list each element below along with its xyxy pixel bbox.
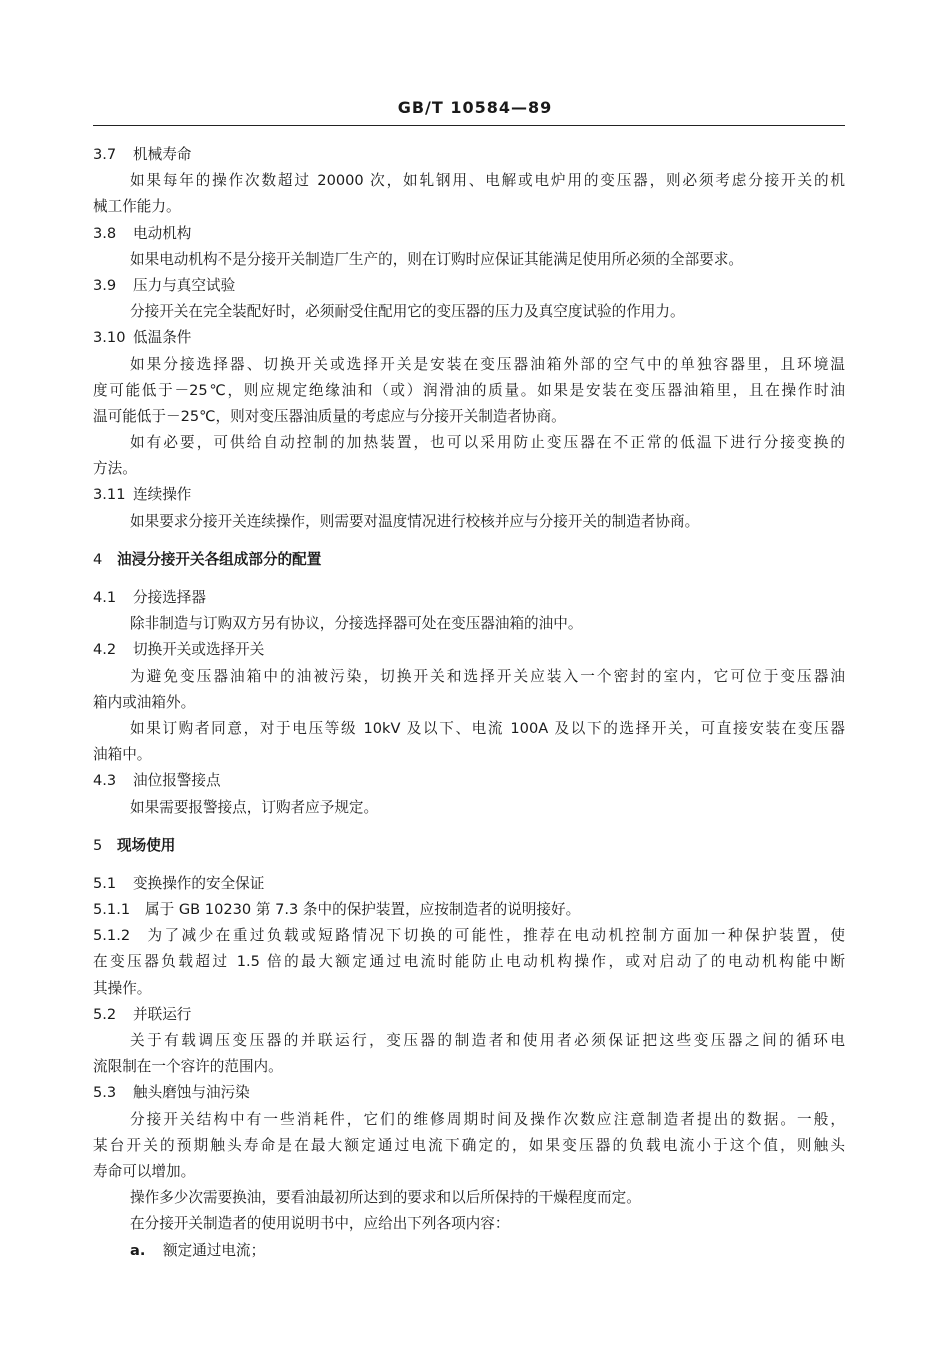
paragraph-line: 在分接开关制造者的使用说明书中，应给出下列各项内容： xyxy=(130,1215,510,1233)
paragraph-line: 如有必要，可供给自动控制的加热装置，也可以采用防止变压器在不正常的低温下进行分接变换的 xyxy=(130,434,845,452)
section-heading: 4.3 油位报警接点 xyxy=(93,772,221,790)
section-heading: 3.10 低温条件 xyxy=(93,329,192,347)
paragraph-line: 为避免变压器油箱中的油被污染，切换开关和选择开关应装入一个密封的室内，它可位于变压器油 xyxy=(130,667,845,685)
chapter-heading: 4 油浸分接开关各组成部分的配置 xyxy=(93,550,322,568)
paragraph-line: 某台开关的预期触头寿命是在最大额定通过电流下确定的，如果变压器的负载电流小于这个值，则触头 xyxy=(93,1136,845,1154)
section-heading: 4.1 分接选择器 xyxy=(93,589,206,606)
paragraph-line: 如果电动机构不是分接开关制造厂生产的，则在订购时应保证其能满足使用所必须的全部要求。 xyxy=(130,250,743,268)
section-heading: 3.7 机械寿命 xyxy=(93,146,192,163)
paragraph-line: 如果要求分接开关连续操作，则需要对温度情况进行校核并应与分接开关的制造者协商。 xyxy=(130,512,700,530)
paragraph-line: 除非制造与订购双方另有协议，分接选择器可处在变压器油箱的油中。 xyxy=(130,615,583,633)
list-item: a. 额定通过电流； xyxy=(130,1241,266,1259)
section-heading: 5.2 并联运行 xyxy=(93,1005,192,1023)
paragraph-line: 在变压器负载超过 1.5 倍的最大额定通过电流时能防止电动机构操作，或对启动了的电动机构能中断 xyxy=(93,953,845,971)
paragraph-line: 如果需要报警接点，订购者应予规定。 xyxy=(130,798,379,816)
document-body xyxy=(93,142,845,1264)
paragraph-line: 流限制在一个容许的范围内。 xyxy=(93,1058,283,1076)
paragraph-line: 方法。 xyxy=(93,460,137,478)
paragraph-line: 油箱中。 xyxy=(93,746,152,764)
header-rule xyxy=(93,125,845,126)
paragraph-line: 械工作能力。 xyxy=(93,198,181,216)
clause-line: 5.1.2 为了减少在重过负载或短路情况下切换的可能性，推荐在电动机控制方面加一种保护装置，使 xyxy=(93,927,845,945)
paragraph-line: 如果分接选择器、切换开关或选择开关是安装在变压器油箱外部的空气中的单独容器里，且环境温 xyxy=(130,355,845,373)
section-heading: 4.2 切换开关或选择开关 xyxy=(93,641,265,659)
paragraph-line: 如果订购者同意，对于电压等级 10kV 及以下、电流 100A 及以下的选择开关，可直接安装在变压器 xyxy=(130,719,845,737)
clause-line: 5.1.1 属于 GB 10230 第 7.3 条中的保护装置，应按制造者的说明接好。 xyxy=(93,901,581,919)
paragraph-line: 度可能低于－25℃，则应规定绝缘油和（或）润滑油的质量。如果是安装在变压器油箱里，且在操作时油 xyxy=(93,381,845,399)
paragraph-line: 箱内或油箱外。 xyxy=(93,693,196,711)
section-heading: 3.11 连续操作 xyxy=(93,486,192,504)
paragraph-line: 分接开关结构中有一些消耗件，它们的维修周期时间及操作次数应注意制造者提出的数据。一般， xyxy=(130,1110,845,1128)
paragraph-line: 温可能低于－25℃，则对变压器油质量的考虑应与分接开关制造者协商。 xyxy=(93,407,566,425)
paragraph-line: 关于有载调压变压器的并联运行，变压器的制造者和使用者必须保证把这些变压器之间的循环电 xyxy=(130,1032,845,1049)
paragraph-line: 寿命可以增加。 xyxy=(93,1162,196,1180)
section-heading: 5.3 触头磨蚀与油污染 xyxy=(93,1084,250,1102)
section-heading: 3.9 压力与真空试验 xyxy=(93,276,236,294)
paragraph-line: 分接开关在完全装配好时，必须耐受住配用它的变压器的压力及真空度试验的作用力。 xyxy=(130,303,685,321)
section-heading: 3.8 电动机构 xyxy=(93,224,192,242)
paragraph-line: 其操作。 xyxy=(93,979,152,997)
section-heading: 5.1 变换操作的安全保证 xyxy=(93,874,265,892)
chapter-heading: 5 现场使用 xyxy=(93,836,176,854)
standard-code-header: GB/T 10584—89 xyxy=(397,98,553,117)
paragraph-line: 操作多少次需要换油，要看油最初所达到的要求和以后所保持的干燥程度而定。 xyxy=(130,1189,641,1207)
paragraph-line: 如果每年的操作次数超过 20000 次，如轧钢用、电解或电炉用的变压器，则必须考虑分接开关的机 xyxy=(130,172,845,190)
